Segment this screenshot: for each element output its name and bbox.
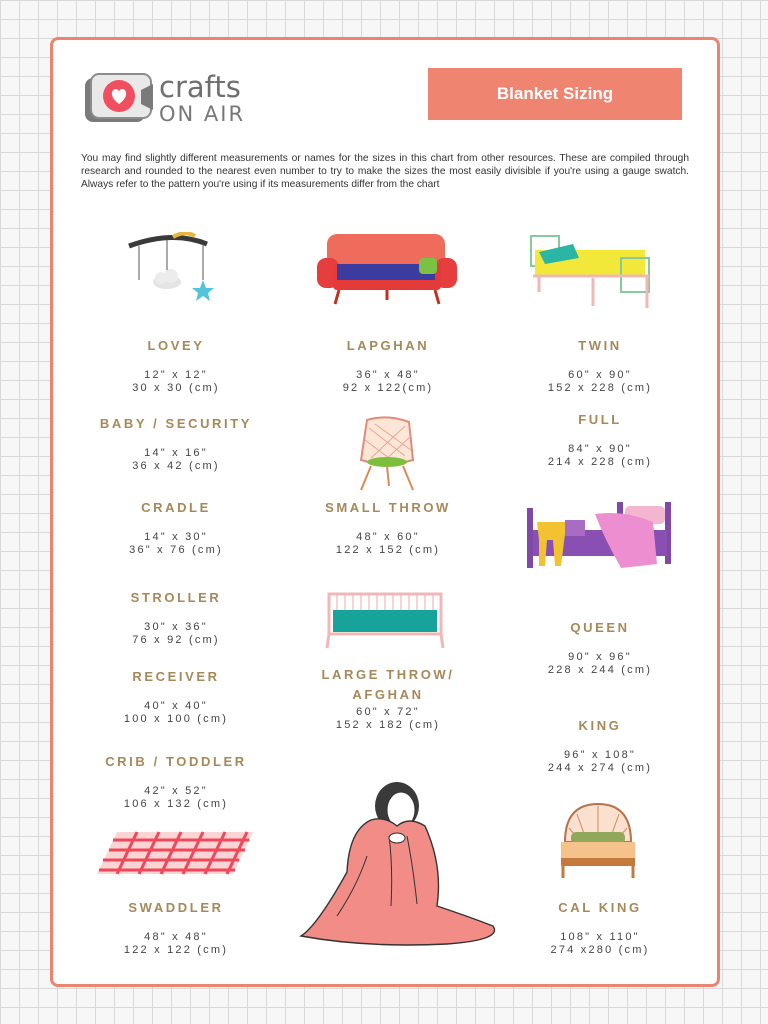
size-cm: 36" x 76 (cm) — [129, 544, 223, 556]
size-name: BABY / SECURITY — [99, 416, 253, 431]
size-name: FULL — [578, 412, 622, 427]
size-name: KING — [578, 718, 622, 733]
size-full — [495, 412, 705, 469]
intro-paragraph: You may find slightly different measurements or names for the sizes in this chart from other resources. These are compiled through research and rounded to the nearest even number to try to make the sizes the most easily divisible if you're using a gauge swatch. Always refer to the pattern you're using if its measurements differ from the chart — [81, 153, 689, 191]
rattan-chair-icon — [353, 416, 421, 492]
size-name: CAL KING — [558, 900, 642, 915]
size-inches: 48" x 48" — [144, 931, 208, 943]
size-cm: 122 x 152 (cm) — [335, 544, 441, 556]
size-cm: 76 x 92 (cm) — [132, 634, 220, 646]
size-inches: 36" x 48" — [356, 369, 420, 381]
baby-mobile-icon — [123, 232, 223, 304]
twin-bed-icon — [529, 230, 653, 310]
size-cm: 152 x 182 (cm) — [335, 719, 441, 731]
size-name: CRIB / TODDLER — [105, 754, 247, 769]
size-name: TWIN — [578, 338, 622, 353]
size-cm: 274 x280 (cm) — [550, 944, 650, 956]
size-inches: 48" x 60" — [356, 531, 420, 543]
size-name-line1: LARGE THROW/ — [321, 667, 455, 682]
size-cm: 228 x 244 (cm) — [547, 664, 653, 676]
size-name: LAPGHAN — [346, 338, 430, 353]
size-inches: 90" x 96" — [568, 651, 632, 663]
size-cm: 100 x 100 (cm) — [123, 713, 229, 725]
size-cm: 92 x 122(cm) — [342, 382, 434, 394]
size-king — [495, 718, 705, 775]
size-cm: 152 x 228 (cm) — [547, 382, 653, 394]
sofa-icon — [315, 230, 461, 310]
size-crib-toddler — [71, 754, 281, 811]
size-baby-security — [71, 416, 281, 473]
full-bed-icon — [525, 500, 675, 576]
size-inches: 12" x 12" — [144, 369, 208, 381]
size-twin — [495, 338, 705, 395]
size-inches: 14" x 30" — [144, 531, 208, 543]
size-small-throw — [283, 500, 493, 557]
size-name: LOVEY — [147, 338, 205, 353]
size-swaddler — [71, 900, 281, 957]
size-inches: 84" x 90" — [568, 443, 632, 455]
page-title: Blanket Sizing — [428, 68, 682, 120]
size-cm: 30 x 30 (cm) — [132, 382, 220, 394]
size-cm: 106 x 132 (cm) — [123, 798, 229, 810]
woman-in-blanket-icon — [297, 776, 507, 948]
daybed-icon — [323, 588, 447, 650]
blanket-sizing-card — [50, 37, 720, 987]
size-cm: 214 x 228 (cm) — [547, 456, 653, 468]
gingham-blanket-icon — [97, 830, 253, 876]
size-name: QUEEN — [570, 620, 630, 635]
size-inches: 42" x 52" — [144, 785, 208, 797]
size-cal-king — [495, 900, 705, 957]
logo-text-on-air: ON AIR — [159, 102, 246, 126]
size-name: STROLLER — [130, 590, 222, 605]
size-cm: 122 x 122 (cm) — [123, 944, 229, 956]
size-inches: 60" x 90" — [568, 369, 632, 381]
size-inches: 60" x 72" — [356, 706, 420, 718]
size-inches: 96" x 108" — [563, 749, 636, 761]
size-name: RECEIVER — [132, 669, 220, 684]
size-name: SWADDLER — [128, 900, 224, 915]
size-name: CRADLE — [141, 500, 211, 515]
size-queen — [495, 620, 705, 677]
size-inches: 108" x 110" — [560, 931, 640, 943]
size-lovey — [71, 338, 281, 395]
size-lapghan — [283, 338, 493, 395]
size-cm: 36 x 42 (cm) — [132, 460, 220, 472]
size-stroller — [71, 590, 281, 647]
logo-text-crafts: crafts — [159, 70, 241, 104]
size-name: SMALL THROW — [325, 500, 451, 515]
cal-king-bed-icon — [557, 802, 639, 882]
size-cm: 244 x 274 (cm) — [547, 762, 653, 774]
size-name-line2: AFGHAN — [352, 687, 424, 702]
size-cradle — [71, 500, 281, 557]
size-large-throw-afghan — [283, 667, 493, 732]
size-inches: 14" x 16" — [144, 447, 208, 459]
size-inches: 30" x 36" — [144, 621, 208, 633]
size-inches: 40" x 40" — [144, 700, 208, 712]
size-receiver — [71, 669, 281, 726]
